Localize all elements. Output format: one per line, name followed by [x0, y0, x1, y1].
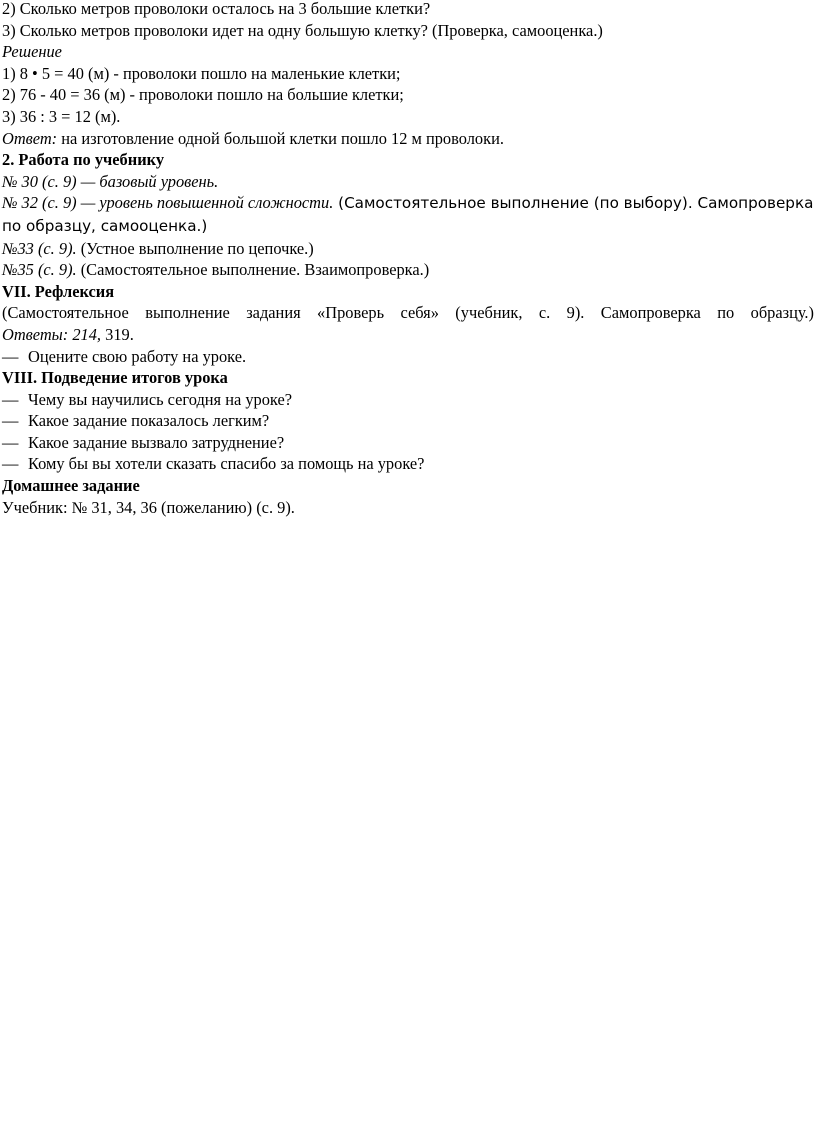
summary-question-3: [2, 432, 814, 454]
question-2: 2) Сколько метров проволоки осталось на 3 большие клетки?: [2, 0, 431, 18]
section-8-heading: VIII. Подведение итогов урока: [2, 368, 228, 388]
summary-question-text: Какое задание показалось легким?: [28, 411, 270, 431]
exercise-33: [2, 238, 814, 260]
homework-heading: Домашнее задание: [2, 476, 140, 496]
summary-question-text: Чему вы научились сегодня на уроке?: [28, 389, 293, 409]
answer-line: [2, 128, 814, 150]
exercise-33-text: (Устное выполнение по цепочке.): [76, 238, 314, 258]
exercise-33-title: №33 (с. 9).: [2, 238, 77, 258]
answers-line: [2, 324, 814, 346]
evaluate-line: [2, 346, 814, 368]
exercise-35-title: №35 (с. 9).: [2, 260, 77, 280]
document-body: [2, 0, 814, 518]
dash-marker: —: [2, 389, 19, 409]
solution-heading: Решение: [2, 42, 62, 62]
exercise-32: [2, 192, 814, 237]
reflexion-text: (Самостоятельное выполнение задания «Проверь себя» (учебник, с. 9). Самопроверка по образцу.): [2, 303, 814, 323]
summary-question-text: Какое задание вызвало затруднение?: [28, 432, 285, 452]
exercise-35: [2, 259, 814, 281]
solution-step-3: 3) 36 : 3 = 12 (м).: [2, 106, 121, 126]
answer-label: Ответ:: [2, 128, 58, 148]
answer-text: на изготовление одной большой клетки пошло 12 м проволоки.: [57, 128, 504, 148]
summary-question-text: Кому бы вы хотели сказать спасибо за помощь на уроке?: [28, 454, 425, 474]
section-7-heading: VII. Рефлексия: [2, 281, 115, 301]
exercise-32-title: № 32 (с. 9) — уровень повышенной сложности.: [2, 193, 334, 213]
section-2-heading: 2. Работа по учебнику: [2, 150, 165, 170]
exercise-32-text: (Самостоятельное выполнение (по выбору). Самопроверка по образцу, самооценка.): [2, 194, 814, 235]
summary-question-1: [2, 389, 814, 411]
answers-value: 319.: [101, 324, 134, 344]
exercise-35-text: (Самостоятельное выполнение. Взаимопроверка.): [76, 260, 430, 280]
exercise-30: № 30 (с. 9) — базовый уровень.: [2, 171, 219, 191]
summary-question-2: [2, 410, 814, 432]
summary-question-4: [2, 453, 814, 475]
dash-marker: —: [2, 346, 19, 366]
question-3: 3) Сколько метров проволоки идет на одну большую клетку? (Проверка, самооценка.): [2, 20, 603, 40]
dash-marker: —: [2, 454, 19, 474]
homework-text: Учебник: № 31, 34, 36 (пожеланию) (с. 9).: [2, 497, 295, 517]
solution-step-1: 1) 8 • 5 = 40 (м) - проволоки пошло на маленькие клетки;: [2, 63, 401, 83]
evaluate-text: Оцените свою работу на уроке.: [28, 346, 247, 366]
dash-marker: —: [2, 432, 19, 452]
dash-marker: —: [2, 411, 19, 431]
answers-label: Ответы: 214,: [2, 324, 102, 344]
solution-step-2: 2) 76 - 40 = 36 (м) - проволоки пошло на большие клетки;: [2, 85, 404, 105]
